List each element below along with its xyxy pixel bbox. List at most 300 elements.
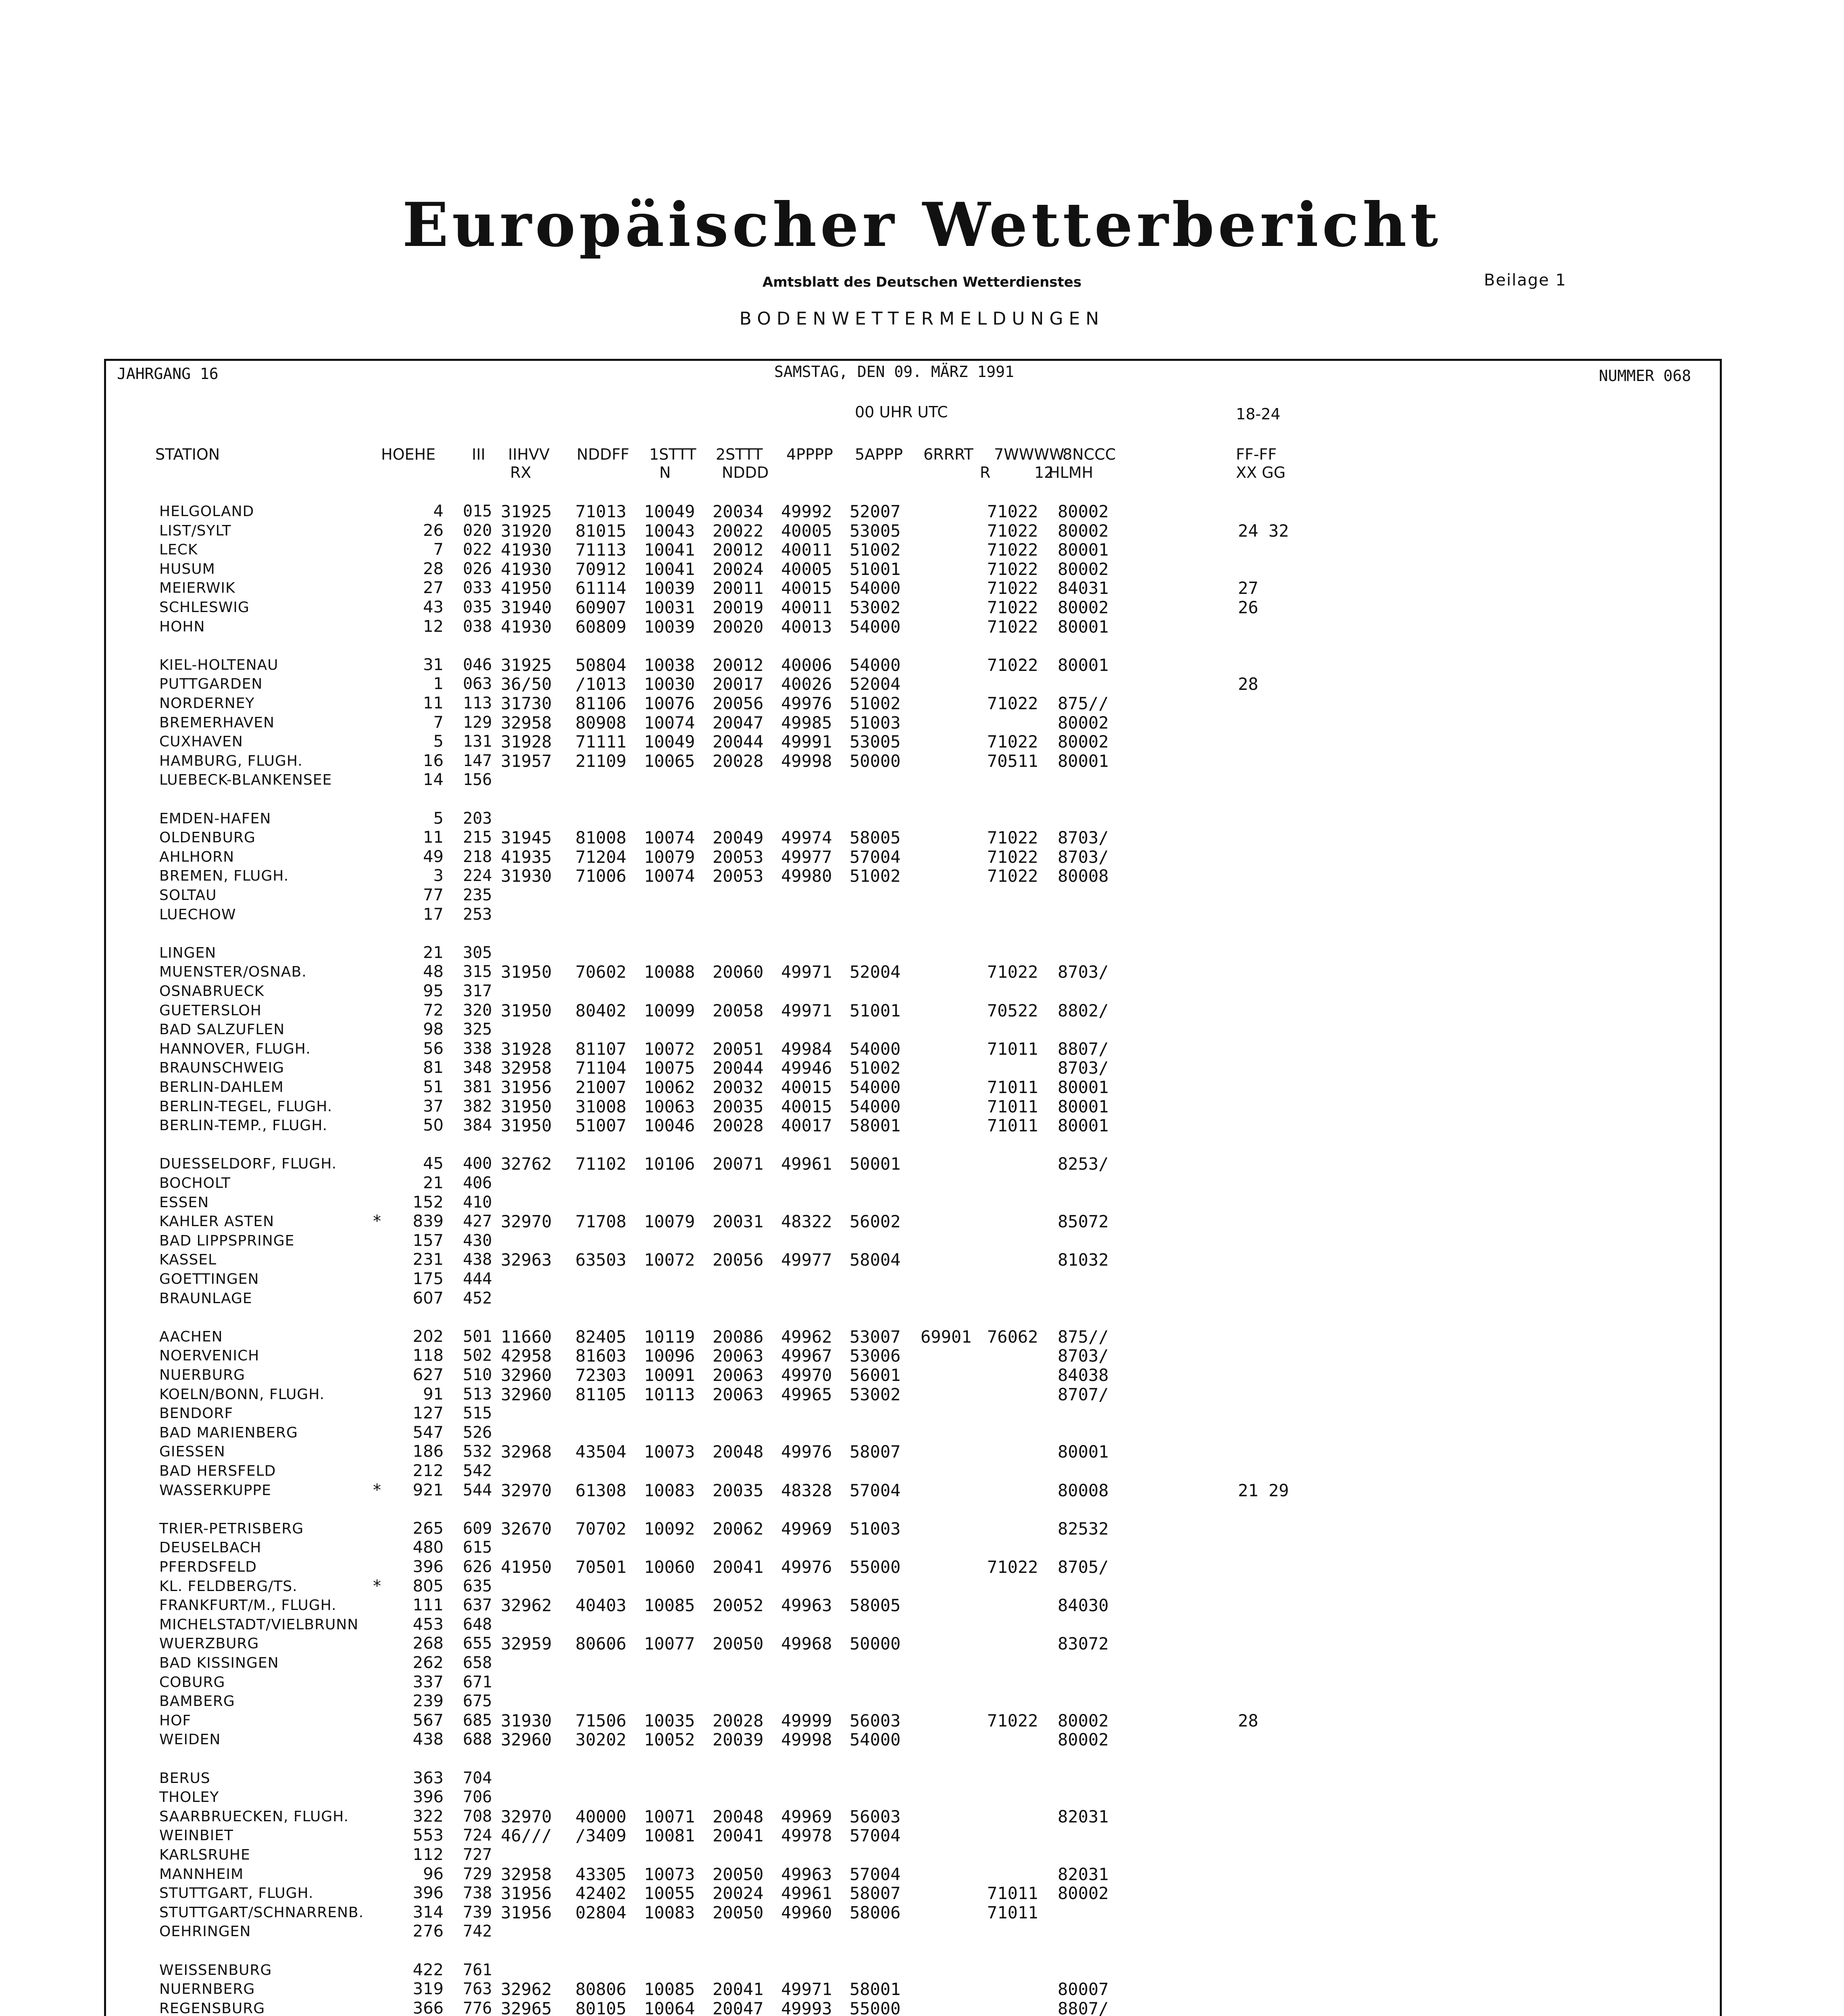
station-height: 262 xyxy=(413,1654,444,1672)
col-c6: 5APPP xyxy=(855,446,903,463)
col-c3b: N xyxy=(659,464,671,481)
group-1sttt: 10113 xyxy=(644,1385,695,1404)
station-number: 203 xyxy=(463,809,492,828)
station-number: 742 xyxy=(463,1922,492,1941)
group-4pppp: 48328 xyxy=(781,1481,832,1500)
station-height: 98 xyxy=(423,1020,444,1039)
group-8nccc: 85072 xyxy=(1058,1212,1109,1231)
group-2sttt: 20047 xyxy=(713,713,764,733)
group-iihvv: 41935 xyxy=(501,847,552,867)
station-height: 5 xyxy=(433,809,444,828)
group-nddff: 63503 xyxy=(575,1250,627,1270)
station-number: 609 xyxy=(463,1519,492,1538)
station-number: 235 xyxy=(463,886,492,904)
group-iihvv: 32962 xyxy=(501,1979,552,1999)
group-nddff: 81015 xyxy=(575,521,627,541)
station-height: 14 xyxy=(423,771,444,789)
table-row xyxy=(0,962,1844,981)
station-name: SAARBRUECKEN, FLUGH. xyxy=(159,1808,349,1825)
station-name: DUESSELDORF, FLUGH. xyxy=(159,1156,337,1172)
group-nddff: 51007 xyxy=(575,1116,627,1135)
table-row xyxy=(0,1020,1844,1039)
table-row xyxy=(0,1519,1844,1538)
group-nddff: 80105 xyxy=(575,1999,627,2016)
table-row xyxy=(0,809,1844,828)
group-2sttt: 20053 xyxy=(713,847,764,867)
table-row xyxy=(0,1730,1844,1749)
table-row xyxy=(0,579,1844,598)
group-5appp: 54000 xyxy=(850,1077,901,1097)
group-8nccc: 82031 xyxy=(1058,1807,1109,1826)
table-row xyxy=(0,1039,1844,1058)
table-row xyxy=(0,1807,1844,1826)
group-2sttt: 20047 xyxy=(713,1999,764,2016)
group-5appp: 51003 xyxy=(850,713,901,733)
group-8nccc: 8703/ xyxy=(1058,828,1109,848)
group-2sttt: 20050 xyxy=(713,1634,764,1654)
station-name: BERLIN-TEGEL, FLUGH. xyxy=(159,1098,333,1115)
station-number: 406 xyxy=(463,1174,492,1192)
col-c9b: HLMH xyxy=(1048,464,1094,481)
station-height: 175 xyxy=(413,1270,444,1288)
group-5appp: 56003 xyxy=(850,1711,901,1731)
group-iihvv: 31920 xyxy=(501,521,552,541)
table-row xyxy=(0,1231,1844,1250)
group-7wwww: 71022 xyxy=(987,559,1038,579)
group-5appp: 58005 xyxy=(850,1595,901,1615)
station-height: 7 xyxy=(433,713,444,732)
station-height: 5 xyxy=(433,732,444,751)
group-iihvv: 41950 xyxy=(501,1557,552,1577)
table-row xyxy=(0,656,1844,675)
group-7wwww: 71011 xyxy=(987,1077,1038,1097)
group-7wwww: 70511 xyxy=(987,751,1038,771)
table-row xyxy=(0,1999,1844,2016)
group-1sttt: 10064 xyxy=(644,1999,695,2016)
station-number: 156 xyxy=(463,771,492,789)
group-1sttt: 10083 xyxy=(644,1903,695,1922)
station-number: 763 xyxy=(463,1980,492,1998)
group-5appp: 57004 xyxy=(850,1864,901,1884)
station-name: KIEL-HOLTENAU xyxy=(159,657,279,673)
station-number: 729 xyxy=(463,1865,492,1883)
group-1sttt: 10063 xyxy=(644,1097,695,1116)
group-2sttt: 20035 xyxy=(713,1481,764,1500)
table-row xyxy=(0,1922,1844,1941)
station-height: 49 xyxy=(423,848,444,866)
section-title: BODENWETTERMELDUNGEN xyxy=(739,308,1105,329)
station-height: 480 xyxy=(413,1538,444,1557)
station-name: PFERDSFELD xyxy=(159,1559,257,1575)
group-5appp: 53007 xyxy=(850,1327,901,1347)
group-iihvv: 41950 xyxy=(501,578,552,598)
table-row xyxy=(0,1596,1844,1615)
station-height: 17 xyxy=(423,905,444,924)
station-height: 3 xyxy=(433,866,444,885)
station-height: 127 xyxy=(413,1404,444,1422)
station-name: BENDORF xyxy=(159,1405,233,1422)
station-name: STUTTGART/SCHNARRENB. xyxy=(159,1904,364,1921)
table-row xyxy=(0,943,1844,962)
group-ff-ff: 26 xyxy=(1238,598,1259,617)
station-height: 422 xyxy=(413,1961,444,1979)
group-7wwww: 71022 xyxy=(987,521,1038,541)
station-number: 526 xyxy=(463,1423,492,1442)
col-c4: 2STTT xyxy=(716,446,763,463)
station-name: WEIDEN xyxy=(159,1731,221,1748)
station-height: 50 xyxy=(423,1116,444,1135)
station-height: 48 xyxy=(423,962,444,981)
station-name: BREMERHAVEN xyxy=(159,714,275,731)
group-4pppp: 49976 xyxy=(781,1557,832,1577)
group-iihvv: 31925 xyxy=(501,502,552,521)
station-name: HOF xyxy=(159,1712,192,1729)
group-1sttt: 10096 xyxy=(644,1346,695,1366)
station-height: 268 xyxy=(413,1634,444,1653)
table-row xyxy=(0,1980,1844,1999)
group-4pppp: 40005 xyxy=(781,559,832,579)
station-number: 046 xyxy=(463,656,492,674)
station-number: 384 xyxy=(463,1116,492,1135)
group-iihvv: 31950 xyxy=(501,1097,552,1116)
table-row xyxy=(0,1327,1844,1346)
station-height: 21 xyxy=(423,1174,444,1192)
group-5appp: 51002 xyxy=(850,1058,901,1078)
station-name: OEHRINGEN xyxy=(159,1923,251,1940)
group-1sttt: 10085 xyxy=(644,1979,695,1999)
group-7wwww: 71011 xyxy=(987,1097,1038,1116)
group-8nccc: 83072 xyxy=(1058,1634,1109,1654)
group-1sttt: 10073 xyxy=(644,1442,695,1462)
station-height: 322 xyxy=(413,1807,444,1826)
group-iihvv: 31945 xyxy=(501,828,552,848)
station-number: 658 xyxy=(463,1654,492,1672)
group-nddff: 40000 xyxy=(575,1807,627,1826)
station-number: 704 xyxy=(463,1769,492,1787)
table-row xyxy=(0,1845,1844,1864)
group-iihvv: 32962 xyxy=(501,1595,552,1615)
group-5appp: 58007 xyxy=(850,1883,901,1903)
station-height: 28 xyxy=(423,560,444,578)
group-8nccc: 84030 xyxy=(1058,1595,1109,1615)
table-row xyxy=(0,1462,1844,1481)
group-nddff: 31008 xyxy=(575,1097,627,1116)
group-1sttt: 10092 xyxy=(644,1519,695,1539)
station-number: 761 xyxy=(463,1961,492,1979)
station-height: 72 xyxy=(423,1001,444,1020)
group-iihvv: 31950 xyxy=(501,962,552,982)
station-number: 626 xyxy=(463,1558,492,1576)
station-name: PUTTGARDEN xyxy=(159,676,263,692)
group-7wwww: 71022 xyxy=(987,828,1038,848)
table-row xyxy=(0,1615,1844,1634)
group-nddff: 50804 xyxy=(575,655,627,675)
station-name: KL. FELDBERG/TS. xyxy=(159,1578,298,1595)
group-2sttt: 20051 xyxy=(713,1039,764,1059)
station-height: 921 xyxy=(413,1481,444,1500)
group-7wwww: 71022 xyxy=(987,1557,1038,1577)
table-row xyxy=(0,1097,1844,1116)
station-number: 438 xyxy=(463,1250,492,1269)
station-name: MUENSTER/OSNAB. xyxy=(159,964,307,980)
group-nddff: 70702 xyxy=(575,1519,627,1539)
group-nddff: 81107 xyxy=(575,1039,627,1059)
page-title: Europäischer Wetterbericht xyxy=(402,190,1442,260)
group-2sttt: 20050 xyxy=(713,1903,764,1922)
group-nddff: 71506 xyxy=(575,1711,627,1731)
group-4pppp: 49998 xyxy=(781,1730,832,1749)
group-ff-ff: 21 29 xyxy=(1238,1481,1289,1500)
table-row xyxy=(0,694,1844,713)
station-height: 27 xyxy=(423,579,444,597)
group-7wwww: 71022 xyxy=(987,962,1038,982)
group-5appp: 55000 xyxy=(850,1557,901,1577)
station-height: 366 xyxy=(413,1999,444,2016)
group-ff-ff: 24 32 xyxy=(1238,521,1289,541)
station-name: LECK xyxy=(159,541,198,558)
group-1sttt: 10085 xyxy=(644,1595,695,1615)
station-number: 381 xyxy=(463,1078,492,1096)
group-iihvv: 31925 xyxy=(501,655,552,675)
table-row xyxy=(0,1865,1844,1884)
group-4pppp: 40015 xyxy=(781,1077,832,1097)
group-4pppp: 49998 xyxy=(781,751,832,771)
group-1sttt: 10041 xyxy=(644,540,695,560)
table-row xyxy=(0,1961,1844,1980)
group-7wwww: 71022 xyxy=(987,578,1038,598)
station-height: 12 xyxy=(423,617,444,636)
col-c7: 6RRRT xyxy=(923,446,973,463)
group-iihvv: 31930 xyxy=(501,1711,552,1731)
station-name: LUECHOW xyxy=(159,906,236,923)
table-row xyxy=(0,1769,1844,1788)
station-name: MANNHEIM xyxy=(159,1866,244,1883)
group-nddff: 21109 xyxy=(575,751,627,771)
station-height: 396 xyxy=(413,1558,444,1576)
group-4pppp: 49971 xyxy=(781,1001,832,1020)
group-8nccc: 80008 xyxy=(1058,1481,1109,1500)
group-5appp: 58001 xyxy=(850,1979,901,1999)
group-5appp: 56001 xyxy=(850,1365,901,1385)
group-8nccc: 80002 xyxy=(1058,713,1109,733)
station-name: LINGEN xyxy=(159,945,217,961)
group-iihvv: 32970 xyxy=(501,1807,552,1826)
station-height: 4 xyxy=(433,502,444,521)
group-2sttt: 20035 xyxy=(713,1097,764,1116)
station-name: COBURG xyxy=(159,1674,225,1691)
station-name: WASSERKUPPE xyxy=(159,1482,271,1499)
group-nddff: 21007 xyxy=(575,1077,627,1097)
group-7wwww: 70522 xyxy=(987,1001,1038,1020)
col-iii: III xyxy=(472,446,485,463)
group-2sttt: 20044 xyxy=(713,1058,764,1078)
group-2sttt: 20062 xyxy=(713,1519,764,1539)
station-name: BAMBERG xyxy=(159,1693,235,1710)
group-1sttt: 10043 xyxy=(644,521,695,541)
group-5appp: 54000 xyxy=(850,1730,901,1749)
group-iihvv: 46/// xyxy=(501,1826,552,1845)
group-ff-ff: 28 xyxy=(1238,1711,1259,1731)
group-8nccc: 80001 xyxy=(1058,617,1109,637)
station-height: 96 xyxy=(423,1865,444,1883)
group-8nccc: 80001 xyxy=(1058,1097,1109,1116)
station-number: 542 xyxy=(463,1462,492,1480)
station-height: 7 xyxy=(433,540,444,559)
station-number: 320 xyxy=(463,1001,492,1020)
station-name: FRANKFURT/M., FLUGH. xyxy=(159,1597,337,1614)
group-1sttt: 10077 xyxy=(644,1634,695,1654)
station-height: 453 xyxy=(413,1615,444,1634)
group-iihvv: 32960 xyxy=(501,1730,552,1749)
station-number: 131 xyxy=(463,732,492,751)
nummer-label: NUMMER 068 xyxy=(1599,367,1691,385)
station-height: 21 xyxy=(423,943,444,962)
group-5appp: 51002 xyxy=(850,694,901,713)
group-4pppp: 49969 xyxy=(781,1807,832,1826)
group-iihvv: 11660 xyxy=(501,1327,552,1347)
group-4pppp: 40013 xyxy=(781,617,832,637)
station-height: 95 xyxy=(423,982,444,1000)
col-station: STATION xyxy=(155,446,220,463)
group-iihvv: 31940 xyxy=(501,598,552,617)
group-iihvv: 32963 xyxy=(501,1250,552,1270)
group-1sttt: 10038 xyxy=(644,655,695,675)
table-row xyxy=(0,1423,1844,1442)
col-c3: 1STTT xyxy=(649,446,696,463)
group-8nccc: 80002 xyxy=(1058,502,1109,521)
col-c1: IIHVV xyxy=(508,446,550,463)
group-8nccc: 80002 xyxy=(1058,1883,1109,1903)
group-4pppp: 49946 xyxy=(781,1058,832,1078)
station-number: 532 xyxy=(463,1442,492,1461)
group-5appp: 50001 xyxy=(850,1154,901,1174)
group-4pppp: 40015 xyxy=(781,1097,832,1116)
group-4pppp: 40005 xyxy=(781,521,832,541)
group-nddff: 81603 xyxy=(575,1346,627,1366)
station-number: 410 xyxy=(463,1193,492,1212)
group-5appp: 50000 xyxy=(850,1634,901,1654)
station-number: 224 xyxy=(463,866,492,885)
group-2sttt: 20031 xyxy=(713,1212,764,1231)
station-name: KAHLER ASTEN xyxy=(159,1213,275,1230)
group-iihvv: 32960 xyxy=(501,1385,552,1404)
group-1sttt: 10076 xyxy=(644,694,695,713)
group-4pppp: 49974 xyxy=(781,828,832,848)
table-row xyxy=(0,560,1844,579)
group-8nccc: 8703/ xyxy=(1058,962,1109,982)
group-1sttt: 10106 xyxy=(644,1154,695,1174)
station-number: 706 xyxy=(463,1788,492,1806)
group-5appp: 53005 xyxy=(850,732,901,752)
station-height: 56 xyxy=(423,1039,444,1058)
station-name: WUERZBURG xyxy=(159,1635,259,1652)
station-height: 111 xyxy=(413,1596,444,1614)
group-2sttt: 20056 xyxy=(713,694,764,713)
group-8nccc: 875// xyxy=(1058,694,1109,713)
table-row xyxy=(0,1481,1844,1500)
station-height: 337 xyxy=(413,1673,444,1691)
station-height: 45 xyxy=(423,1154,444,1173)
group-8nccc: 8802/ xyxy=(1058,1001,1109,1020)
station-height: 91 xyxy=(423,1385,444,1404)
group-4pppp: 40015 xyxy=(781,578,832,598)
group-5appp: 53005 xyxy=(850,521,901,541)
table-row xyxy=(0,1250,1844,1269)
station-number: 015 xyxy=(463,502,492,521)
station-name: EMDEN-HAFEN xyxy=(159,810,271,827)
group-2sttt: 20024 xyxy=(713,1883,764,1903)
group-2sttt: 20024 xyxy=(713,559,764,579)
group-4pppp: 49980 xyxy=(781,866,832,886)
group-1sttt: 10052 xyxy=(644,1730,695,1749)
station-name: REGENSBURG xyxy=(159,2000,265,2016)
group-5appp: 50000 xyxy=(850,751,901,771)
group-5appp: 52007 xyxy=(850,502,901,521)
group-5appp: 57004 xyxy=(850,847,901,867)
group-8nccc: 82532 xyxy=(1058,1519,1109,1539)
station-name: AHLHORN xyxy=(159,849,235,865)
station-number: 708 xyxy=(463,1807,492,1826)
group-2sttt: 20060 xyxy=(713,962,764,982)
col-c9: 8NCCC xyxy=(1063,446,1116,463)
station-height: 37 xyxy=(423,1097,444,1116)
station-name: THOLEY xyxy=(159,1789,219,1806)
station-number: 648 xyxy=(463,1615,492,1634)
group-4pppp: 49976 xyxy=(781,694,832,713)
group-iihvv: 32959 xyxy=(501,1634,552,1654)
group-nddff: 71113 xyxy=(575,540,627,560)
station-number: 635 xyxy=(463,1577,492,1595)
station-number: 147 xyxy=(463,752,492,770)
group-nddff: 71104 xyxy=(575,1058,627,1078)
group-4pppp: 49977 xyxy=(781,1250,832,1270)
station-number: 727 xyxy=(463,1845,492,1864)
group-1sttt: 10075 xyxy=(644,1058,695,1078)
group-1sttt: 10046 xyxy=(644,1116,695,1135)
group-8nccc: 80001 xyxy=(1058,1116,1109,1135)
station-name: AACHEN xyxy=(159,1329,223,1345)
station-height: 276 xyxy=(413,1922,444,1941)
group-2sttt: 20028 xyxy=(713,751,764,771)
group-1sttt: 10031 xyxy=(644,598,695,617)
group-4pppp: 48322 xyxy=(781,1212,832,1231)
group-iihvv: 32958 xyxy=(501,713,552,733)
group-1sttt: 10049 xyxy=(644,502,695,521)
station-height: 839 xyxy=(413,1212,444,1231)
station-name: OLDENBURG xyxy=(159,829,256,846)
group-4pppp: 49963 xyxy=(781,1595,832,1615)
table-row xyxy=(0,866,1844,885)
station-height: 157 xyxy=(413,1231,444,1250)
table-row xyxy=(0,1903,1844,1922)
group-8nccc: 8703/ xyxy=(1058,1346,1109,1366)
group-4pppp: 49985 xyxy=(781,713,832,733)
col-c4b: NDDD xyxy=(722,464,769,481)
station-height: 265 xyxy=(413,1519,444,1538)
group-5appp: 51001 xyxy=(850,559,901,579)
table-row xyxy=(0,1884,1844,1903)
group-5appp: 51001 xyxy=(850,1001,901,1020)
group-nddff: 43504 xyxy=(575,1442,627,1462)
station-name: HELGOLAND xyxy=(159,503,254,520)
group-2sttt: 20041 xyxy=(713,1557,764,1577)
group-iihvv: 41930 xyxy=(501,559,552,579)
group-iihvv: 36/50 xyxy=(501,674,552,694)
station-number: 615 xyxy=(463,1538,492,1557)
group-1sttt: 10119 xyxy=(644,1327,695,1347)
station-name: BAD KISSINGEN xyxy=(159,1655,279,1671)
group-nddff: 80606 xyxy=(575,1634,627,1654)
